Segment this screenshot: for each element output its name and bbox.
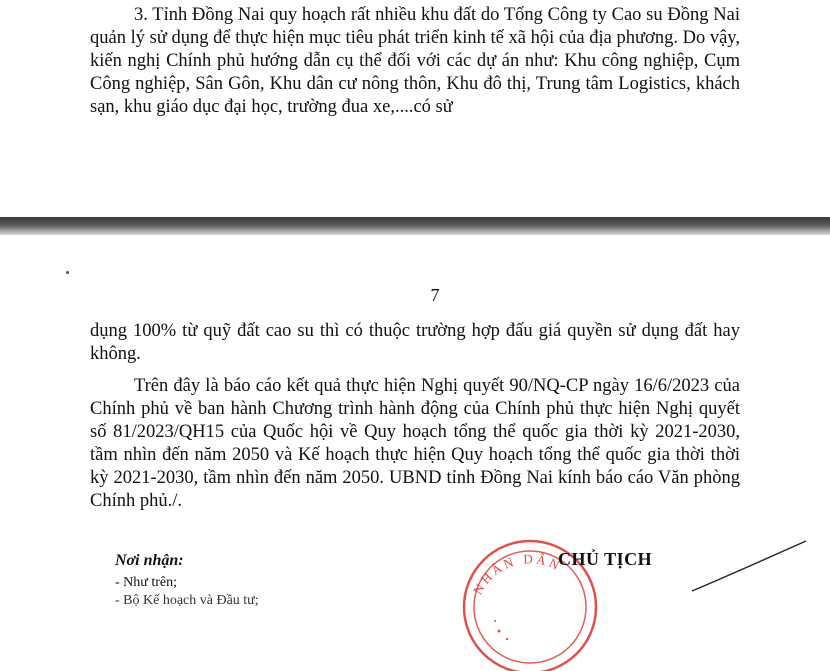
seal-text: NHÂN DÂN <box>469 551 565 597</box>
signer-title: CHỦ TỊCH <box>558 549 653 569</box>
scan-speck <box>66 271 69 274</box>
conclusion-paragraph: Trên đây là báo cáo kết quả thực hiện Nghị quyết 90/NQ-CP ngày 16/6/2023 của Chính phủ về ban hành Chương trình hành động của Chính phủ thực hiện Nghị quyết số 81/2023/QH15 của Quốc hội về Quy hoạch tổng thể quốc gia thời kỳ 2021-2030, tầm nhìn đến năm 2050 và Kế hoạch thực hiện Quy hoạch tổng thể quốc gia thời thời kỳ 2021-2030, tầm nhìn đến năm 2050. UBND tỉnh Đồng Nai kính báo cáo Văn phòng Chính phủ./. <box>90 376 740 511</box>
recipient-item: - Như trên; <box>115 575 178 590</box>
recipients-title: Nơi nhận: <box>115 552 184 569</box>
previous-page <box>0 0 830 217</box>
page-separator <box>0 217 830 235</box>
paragraph-3: 3. Tỉnh Đồng Nai quy hoạch rất nhiều khu đất do Tổng Công ty Cao su Đồng Nai quản lý sử dụng để thực hiện mục tiêu phát triển kinh tế xã hội của địa phương. Do vậy, kiến nghị Chính phủ hướng dẫn cụ thể đối với các dự án như: Khu công nghiệp, Cụm Công nghiệp, Sân Gôn, Khu dân cư nông thôn, Khu đô thị, Trung tâm Logistics, khách sạn, khu giáo dục đại học, trường đua xe,....có sử <box>90 5 740 117</box>
continuation-paragraph: dụng 100% từ quỹ đất cao su thì có thuộc trường hợp đấu giá quyền sử dụng đất hay không. <box>90 321 740 364</box>
page-number: 7 <box>430 285 440 305</box>
current-page <box>0 235 830 608</box>
recipient-item: - Bộ Kế hoạch và Đầu tư; <box>115 593 259 608</box>
official-seal <box>455 521 605 671</box>
signature-stroke <box>690 535 810 595</box>
recipients-block <box>115 551 415 610</box>
